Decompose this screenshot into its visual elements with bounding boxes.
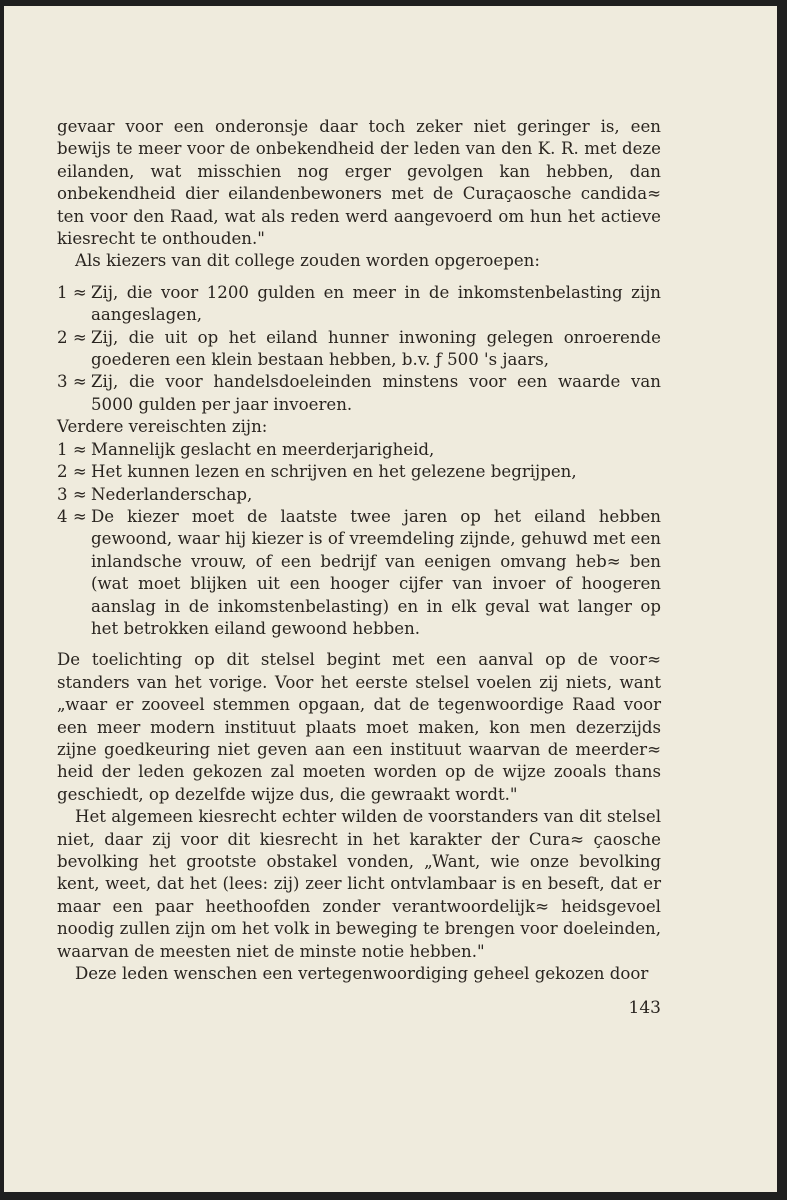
requirements-item-3-text: Nederlanderschap, bbox=[91, 484, 253, 504]
paragraph-kiesrecht: Het algemeen kiesrecht echter wilden de voorstanders van dit stelsel niet, daar zij voor dit kiesrecht in het karakter der Cura≈ çaosche bevolking het grootste obstakel vonden, „Want, wie onze bevolking kent, weet, dat het (lees: zij) zeer licht ontvlambaar is en beseft, dat er maar een paar heethoofden zonder verantwoordelijk≈ heidsgevoel noodig zullen zijn om het volk in beweging te brengen voor doeleinden, waarvan de meesten niet de minste notie hebben." bbox=[57, 807, 661, 961]
voters-item-2 bbox=[57, 327, 661, 372]
requirements-item-3 bbox=[57, 484, 661, 506]
page-number: 143 bbox=[628, 998, 661, 1018]
voters-item-1-number: 1 ≈ bbox=[57, 282, 87, 302]
requirements-intro: Verdere vereischten zijn: bbox=[57, 417, 268, 437]
requirements-item-1-number: 1 ≈ bbox=[57, 439, 87, 459]
paragraph-toelichting: De toelichting op dit stelsel begint met een aanval op de voor≈ standers van het vorige. Voor het eerste stelsel voelen zij niets, want „waar er zooveel stemmen opgaan, dat de tegenwoordige Raad voor een meer modern instituut plaats moet maken, kon men dezerzijds zijne goedkeuring niet geven aan een instituut waarvan de meerder≈ heid der leden gekozen zal moeten worden op de wijze zooals thans geschiedt, op dezelfde wijze dus, die gewraakt wordt." bbox=[57, 650, 661, 804]
page-text bbox=[57, 116, 661, 985]
voters-item-3 bbox=[57, 371, 661, 416]
voters-item-2-text: Zij, die uit op het eiland hunner inwoning gelegen onroerende goederen een klein bestaan hebben, b.v. ƒ 500 's jaars, bbox=[91, 327, 661, 370]
requirements-item-2-text: Het kunnen lezen en schrijven en het gelezene begrijpen, bbox=[91, 462, 577, 482]
requirements-item-2-number: 2 ≈ bbox=[57, 462, 87, 482]
voters-item-2-number: 2 ≈ bbox=[57, 327, 87, 347]
requirements-item-1-text: Mannelijk geslacht en meerderjarigheid, bbox=[91, 439, 435, 459]
voters-item-3-number: 3 ≈ bbox=[57, 372, 87, 392]
paragraph-last: Deze leden wenschen een vertegenwoordiging geheel gekozen door bbox=[75, 964, 649, 984]
voters-item-1-text: Zij, die voor 1200 gulden en meer in de inkomstenbelasting zijn aangeslagen, bbox=[91, 282, 661, 325]
requirements-item-4 bbox=[57, 506, 661, 640]
voters-item-1 bbox=[57, 282, 661, 327]
voters-item-3-text: Zij, die voor handelsdoeleinden minstens voor een waarde van 5000 gulden per jaar invoeren. bbox=[91, 372, 661, 414]
requirements-item-1 bbox=[57, 439, 661, 461]
requirements-item-2 bbox=[57, 461, 661, 483]
requirements-item-4-number: 4 ≈ bbox=[57, 506, 87, 526]
opening-paragraph: gevaar voor een onderonsje daar toch zeker niet geringer is, een bewijs te meer voor de onbekendheid der leden van den K. R. met deze eilanden, wat misschien nog erger gevolgen kan hebben, dan onbekendheid dier eilandenbewoners met de Curaçaosche candida≈ ten voor den Raad, wat als reden werd aangevoerd om hun het actieve kiesrecht te onthouden." bbox=[57, 117, 661, 249]
requirements-item-3-number: 3 ≈ bbox=[57, 484, 87, 504]
requirements-item-4-text: De kiezer moet de laatste twee jaren op het eiland hebben gewoond, waar hij kiezer is of vreemdeling zijnde, gehuwd met een inlandsche vrouw, of een bedrijf van eenigen omvang heb≈ ben (wat moet blijken uit een hooger cijfer van invoer of hoogeren aanslag in de inkomstenbelasting) en in elk geval wat langer op het betrokken eiland gewoond hebben. bbox=[91, 506, 661, 638]
book-page bbox=[4, 6, 777, 1192]
voters-intro: Als kiezers van dit college zouden worden opgeroepen: bbox=[75, 251, 540, 271]
